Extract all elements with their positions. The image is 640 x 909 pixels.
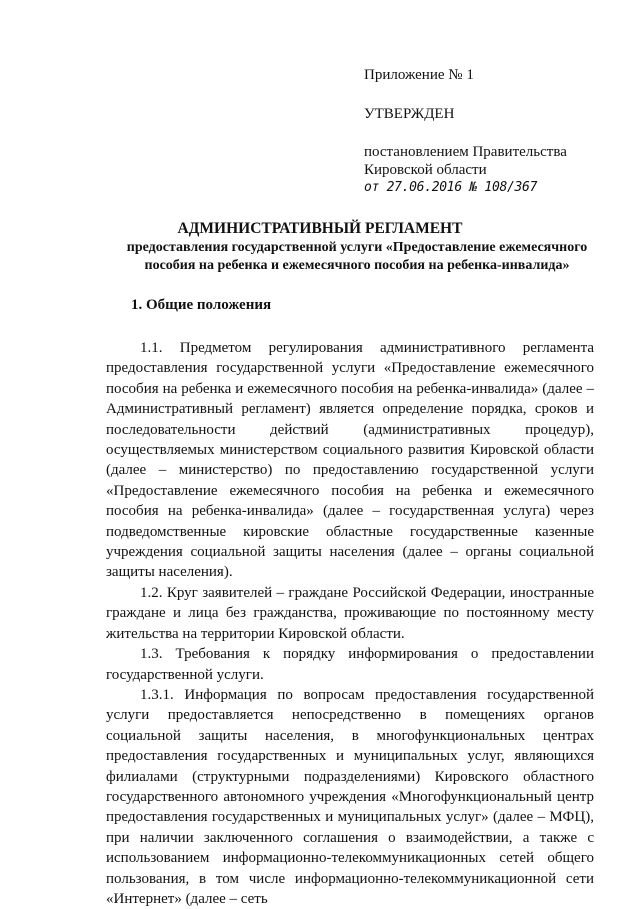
- section-body: [106, 338, 594, 909]
- paragraph: 1.2. Круг заявителей – граждане Российской Федерации, иностранные граждане и лица без гражданства, проживающие по постоянному месту жительства на территории Кировской области.: [106, 584, 594, 642]
- paragraph: 1.3.1. Информация по вопросам предоставления государственной услуги предоставляется непосредственно в помещениях органов социальной защиты населения, в многофункциональных центрах предоставления государственных и муниципальных услуг, являющихся филиалами (структурными подразделениями) Кировского областного государственного автономного учреждения «Многофункциональный центр предоставления государственных и муниципальных услуг» (далее – МФЦ), при наличии заключенного соглашения о взаимодействии, а также с использованием информационно-телекоммуникационных сетей общего пользования, в том числе информационно-телекоммуникационной сети «Интернет» (далее – сеть: [106, 686, 594, 907]
- approval-date-number: от 27.06.2016 № 108/367: [364, 180, 538, 195]
- approved-label: УТВЕРЖДЕН: [364, 106, 455, 122]
- approval-authority-line1: постановлением Правительства: [364, 144, 567, 160]
- appendix-label: Приложение № 1: [364, 67, 474, 83]
- document-subtitle: предоставления государственной услуги «Предоставление ежемесячного пособия на ребенка и ежемесячного пособия на ребенка-инвалида»: [126, 240, 588, 273]
- paragraph: 1.1. Предметом регулирования административного регламента предоставления государственной услуги «Предоставление ежемесячного пособия на ребенка и ежемесячного пособия на ребенка-инвалида» (далее – Административный регламент) является определение порядка, сроков и последовательности действий (административных процедур), осуществляемых министерством социального развития Кировской области (далее – министерство) по предоставлению государственной услуги «Предоставление ежемесячного пособия на ребенка и ежемесячного пособия на ребенка-инвалида» (далее – государственная услуга) через подведомственные кировские областные государственные казенные учреждения социальной защиты населения (далее – органы социальной защиты населения).: [106, 340, 594, 581]
- approval-block: [364, 66, 567, 197]
- document-title: АДМИНИСТРАТИВНЫЙ РЕГЛАМЕНТ: [177, 220, 463, 237]
- paragraph: 1.3. Требования к порядку информирования о предоставлении государственной услуги.: [106, 646, 594, 683]
- approval-authority-line2: Кировской области: [364, 162, 487, 178]
- section-heading: 1. Общие положения: [131, 297, 272, 313]
